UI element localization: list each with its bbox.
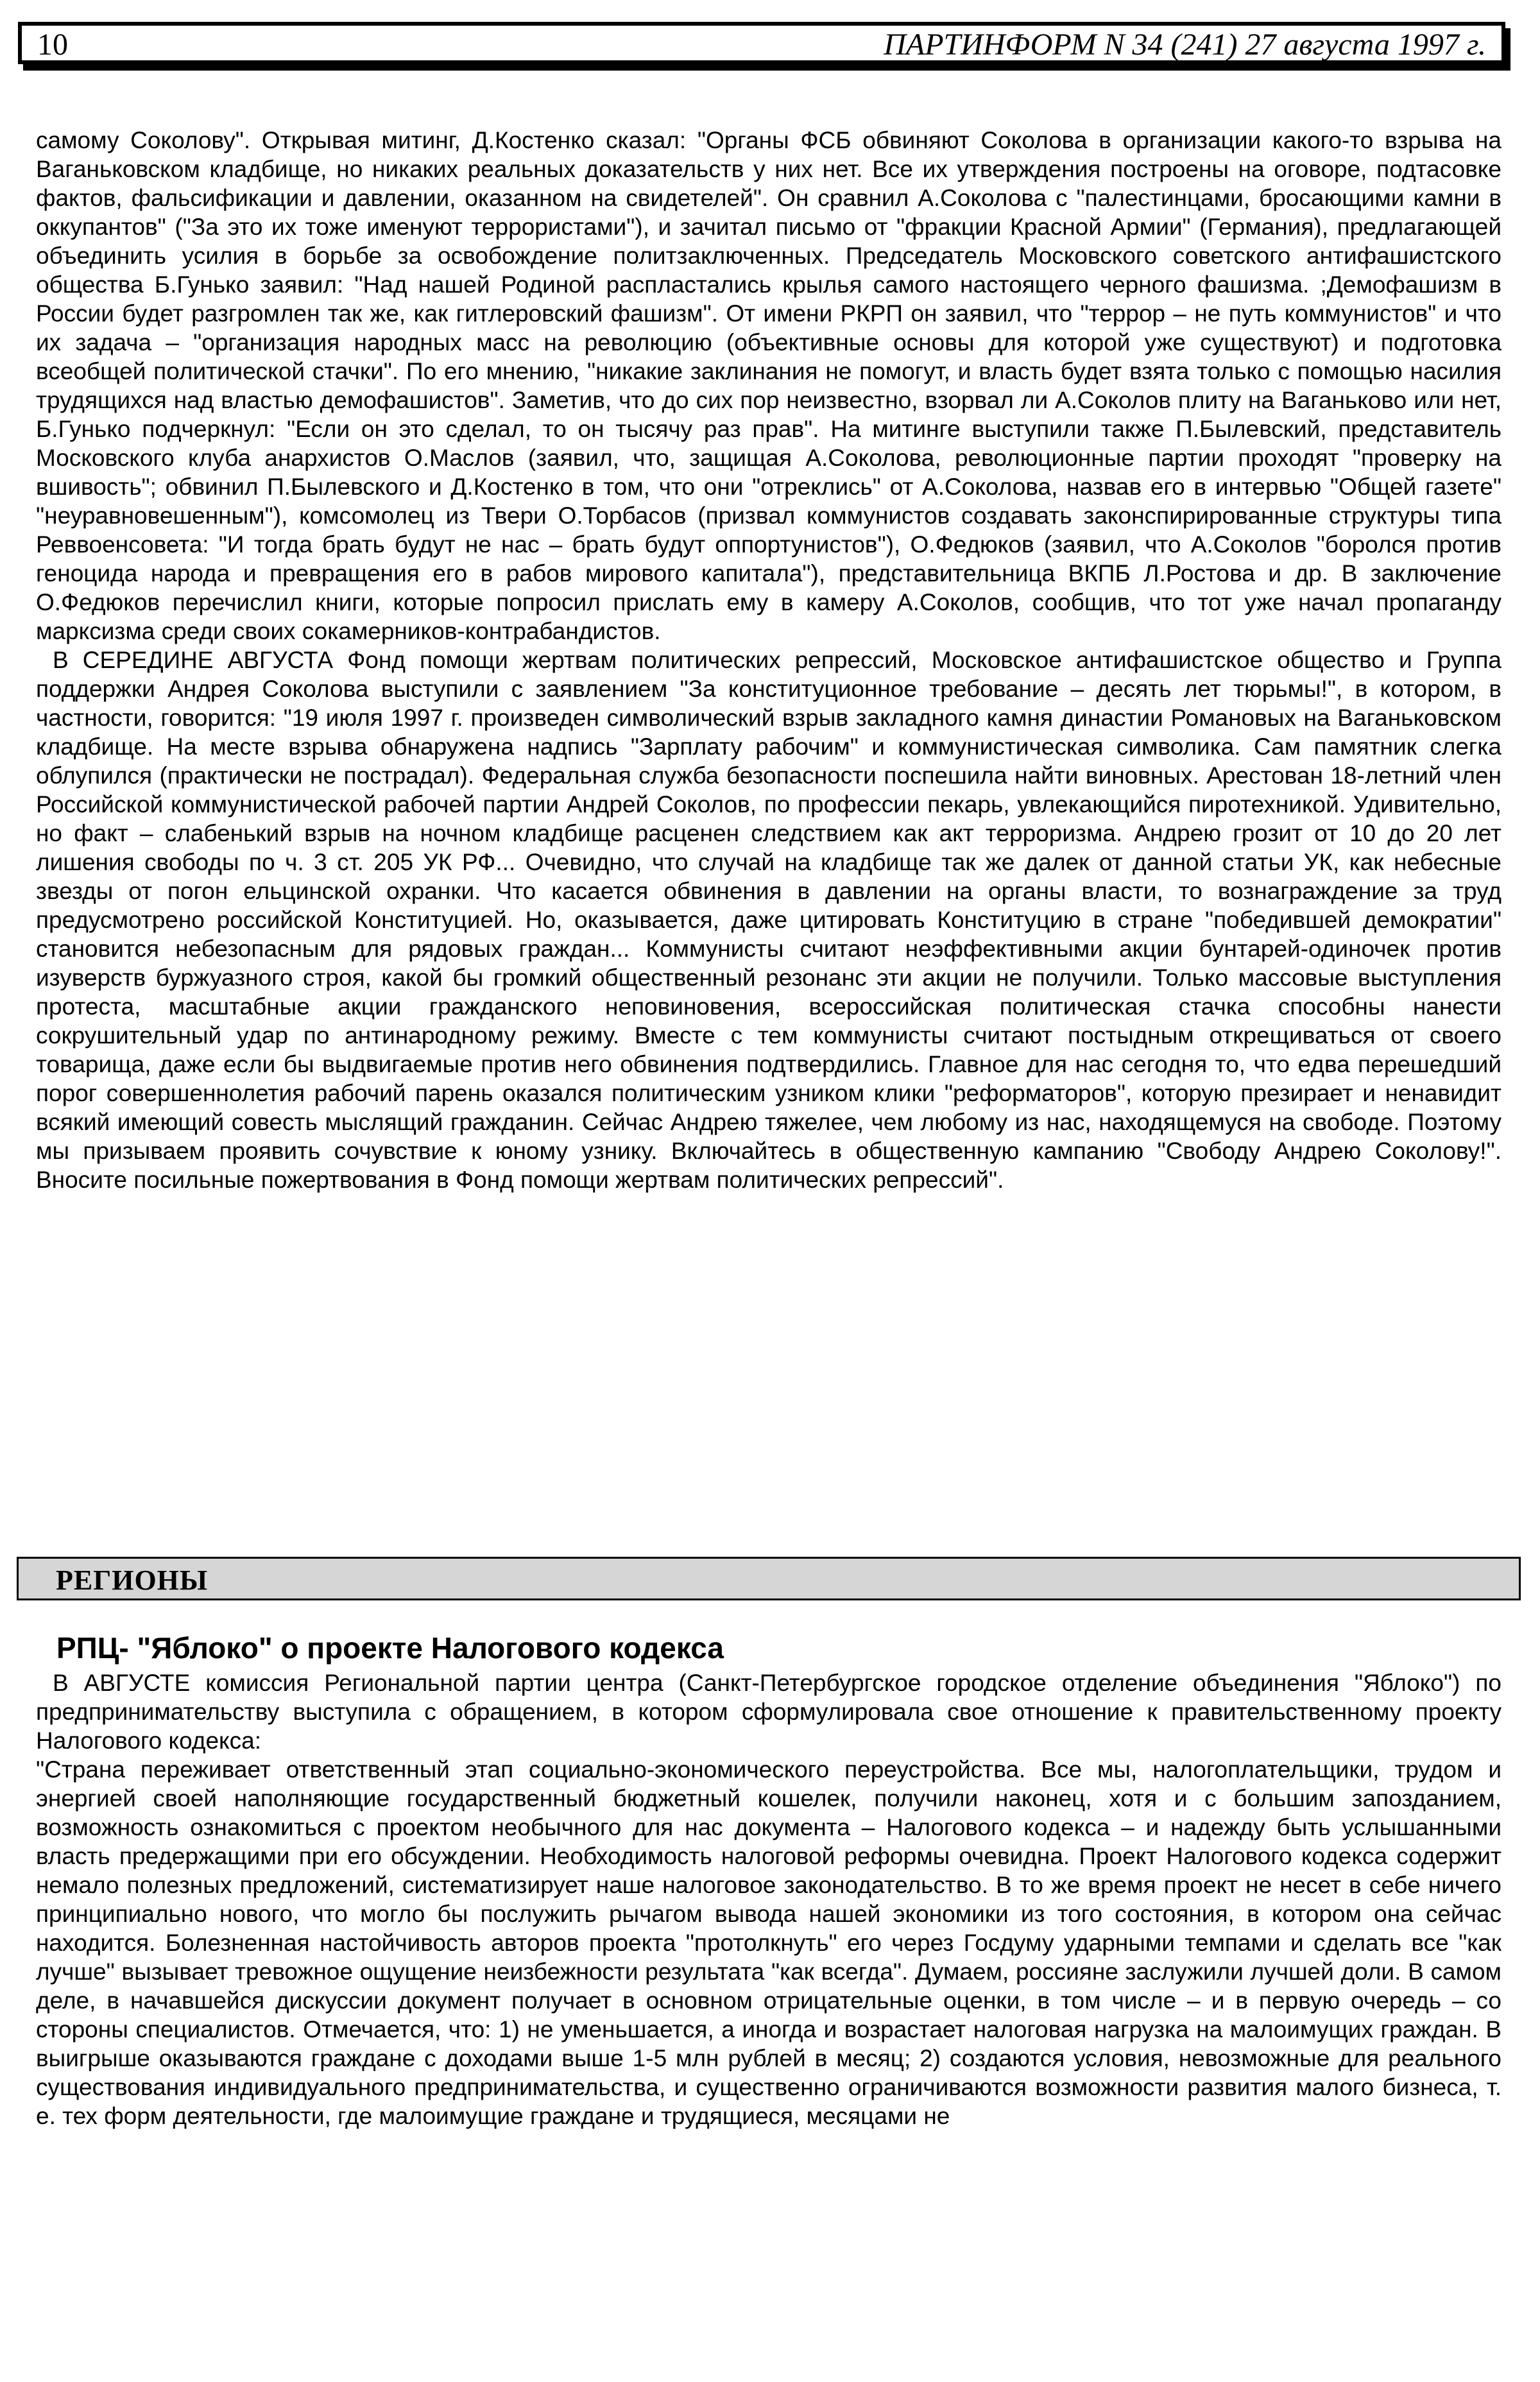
article-paragraph: В АВГУСТЕ комиссия Региональной партии центра (Санкт-Петербургское городское отделение объединения "Яблоко") по предпринимательству выступила с обращением, в котором сформулировала свое отношение к правительственному проекту Налогового кодекса: (36, 1670, 1502, 1754)
section-header (17, 1557, 1521, 1600)
article-regions (36, 1668, 1502, 2130)
article-continued (36, 126, 1502, 1194)
article-paragraph: "Страна переживает ответственный этап социально-экономического переустройства. Все мы, налогоплательщики, трудом и энергией своей наполняющие государственный бюджетный кошелек, получили наконец, хотя и с большим запозданием, возможность ознакомиться с проектом необычного для нас документа – Налогового кодекса – и надежду быть услышанными власть предержащими при его обсуждении. Необходимость налоговой реформы очевидна. Проект Налогового кодекса содержит немало полезных предложений, систематизирует наше налоговое законодательство. В то же время проект не несет в себе ничего принципиально нового, что могло бы послужить рычагом вывода нашей экономики из того состояния, в котором она сейчас находится. Болезненная настойчивость авторов проекта "протолкнуть" его через Госдуму ударными темпами и сделать все "как лучше" вызывает тревожное ощущение неизбежности результата "как всегда". Думаем, россияне заслужили лучшей доли. В самом деле, в начавшейся дискуссии документ получает в основном отрицательные оценки, в том числе – и в первую очередь – со стороны специалистов. Отмечается, что: 1) не уменьшается, а иногда и возрастает налоговая нагрузка на малоимущих граждан. В выигрыше оказываются граждане с доходами выше 1-5 млн рублей в месяц; 2) создаются условия, невозможные для реального существования индивидуального предпринимательства, и существенно ограничиваются возможности развития малого бизнеса, т. е. тех форм деятельности, где малоимущие граждане и трудящиеся, месяцами не (36, 1756, 1502, 2129)
page-number: 10 (37, 28, 68, 62)
issue-title: ПАРТИНФОРМ N 34 (241) 27 августа 1997 г. (884, 28, 1486, 62)
article-heading: РПЦ- "Яблоко" о проекте Налогового кодекса (56, 1631, 724, 1665)
page-header (18, 22, 1505, 64)
article-paragraph: самому Соколову". Открывая митинг, Д.Костенко сказал: "Органы ФСБ обвиняют Соколова в организации какого-то взрыва на Ваганьковском кладбище, но никаких реальных доказательств у них нет. Все их утверждения построены на оговоре, подтасовке фактов, фальсификации и давлении, оказанном на свидетелей". Он сравнил А.Соколова с "палестинцами, бросающими камни в оккупантов" ("За это их тоже именуют террористами"), и зачитал письмо от "фракции Красной Армии" (Германия), предлагающей объединить усилия в борьбе за освобождение политзаключенных. Председатель Московского советского антифашистского общества Б.Гунько заявил: "Над нашей Родиной распластались крылья самого настоящего черного фашизма. ;Демофашизм в России будет разгромлен так же, как гитлеровский фашизм". От имени РКРП он заявил, что "террор – не путь коммунистов" и что их задача – "организация народных масс на революцию (объективные основы для которой уже существуют) и подготовка всеобщей политической стачки". По его мнению, "никакие заклинания не помогут, и власть будет взята только с помощью насилия трудящихся над властью демофашистов". Заметив, что до сих пор неизвестно, взорвал ли А.Соколов плиту на Ваганьково или нет, Б.Гунько подчеркнул: "Если он это сделал, то он тысячу раз прав". На митинге выступили также П.Былевский, представитель Московского клуба анархистов О.Маслов (заявил, что, защищая А.Соколова, революционные партии проходят "проверку на вшивость"; обвинил П.Былевского и Д.Костенко в том, что они "отреклись" от А.Соколова, назвав его в интервью "Общей газете" "неуравновешенным"), комсомолец из Твери О.Торбасов (призвал коммунистов создавать законспирированные структуры типа Реввоенсовета: "И тогда брать будут не нас – брать будут оппортунистов"), О.Федюков (заявил, что А.Соколов "боролся против геноцида народа и превращения его в рабов мирового капитала"), представительница ВКПБ Л.Ростова и др. В заключение О.Федюков перечислил книги, которые попросил прислать ему в камеру А.Соколов, сообщив, что тот уже начал пропаганду марксизма среди своих сокамерников-контрабандистов. (36, 127, 1502, 644)
section-title: РЕГИОНЫ (56, 1564, 209, 1596)
article-paragraph: В СЕРЕДИНЕ АВГУСТА Фонд помощи жертвам политических репрессий, Московское антифашистское общество и Группа поддержки Андрея Соколова выступили с заявлением "За конституционное требование – десять лет тюрьмы!", в котором, в частности, говорится: "19 июля 1997 г. произведен символический взрыв закладного камня династии Романовых на Ваганьковском кладбище. На месте взрыва обнаружена надпись "Зарплату рабочим" и коммунистическая символика. Сам памятник слегка облупился (практически не пострадал). Федеральная служба безопасности поспешила найти виновных. Арестован 18-летний член Российской коммунистической рабочей партии Андрей Соколов, по профессии пекарь, увлекающийся пиротехникой. Удивительно, но факт – слабенький взрыв на ночном кладбище расценен следствием как акт терроризма. Андрею грозит от 10 до 20 лет лишения свободы по ч. 3 ст. 205 УК РФ... Очевидно, что случай на кладбище так же далек от данной статьи УК, как небесные звезды от погон ельцинской охранки. Что касается обвинения в давлении на органы власти, то вознаграждение за труд предусмотрено российской Конституцией. Но, оказывается, даже цитировать Конституцию в стране "победившей демократии" становится небезопасным для рядовых граждан... Коммунисты считают неэффективными акции бунтарей-одиночек против изуверств буржуазного строя, какой бы громкий общественный резонанс эти акции не получили. Только массовые выступления протеста, масштабные акции гражданского неповиновения, всероссийская политическая стачка способны нанести сокрушительный удар по антинародному режиму. Вместе с тем коммунисты считают постыдным открещиваться от своего товарища, даже если бы выдвигаемые против него обвинения подтвердились. Главное для нас сегодня то, что едва перешедший порог совершеннолетия рабочий парень оказался политическим узником клики "реформаторов", которую презирает и ненавидит всякий имеющий совесть мыслящий гражданин. Сейчас Андрею тяжелее, чем любому из нас, находящемуся на свободе. Поэтому мы призываем проявить сочувствие к юному узнику. Включайтесь в общественную кампанию "Свободу Андрею Соколову!". Вносите посильные пожертвования в Фонд помощи жертвам политических репрессий". (36, 647, 1502, 1193)
